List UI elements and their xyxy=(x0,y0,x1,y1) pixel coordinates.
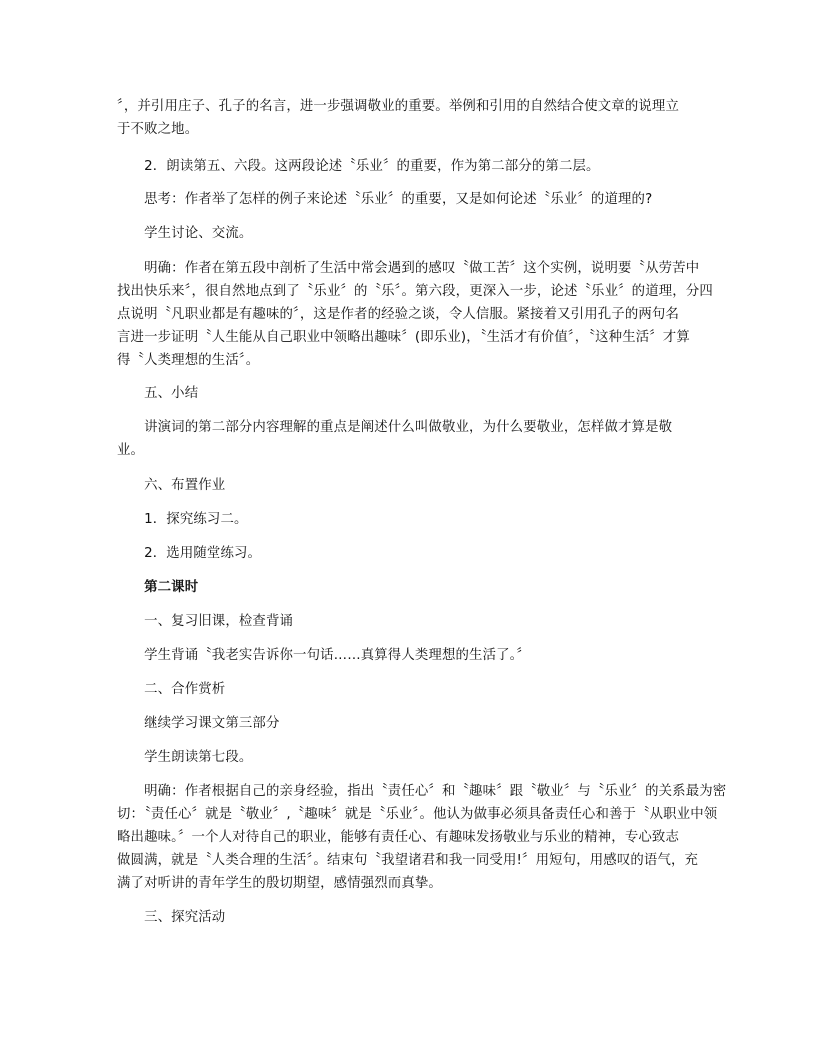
paragraph-student-discussion xyxy=(117,222,697,245)
text-line: 继续学习课文第三部分 xyxy=(117,716,280,731)
text-line: 学生讨论、交流。 xyxy=(117,226,253,241)
text-line: 学生背诵〝我老实告诉你一句话……真算得人类理想的生活了。〞 xyxy=(117,648,531,663)
text-line: 六、布置作业 xyxy=(117,478,226,493)
text-line: 于不败之地。 xyxy=(117,122,199,137)
text-line: 做圆满，就是〝人类合理的生活〞。结束句〝我望诸君和我一同受用!〞用短句，用感叹的语气，充 xyxy=(117,853,699,868)
text-line: 讲演词的第二部分内容理解的重点是阐述什么叫做敬业，为什么要敬业，怎样做才算是敬 xyxy=(117,420,673,435)
paragraph-thinking-question xyxy=(117,188,697,211)
text-line: 言进一步证明〝人生能从自己职业中领略出趣味〞(即乐业)，〝生活才有价值〞，〝这种生活〞才算 xyxy=(117,330,690,345)
homework-item-1 xyxy=(117,508,697,531)
text-line: 2．朗读第五、六段。这两段论述〝乐业〞的重要，作为第二部分的第二层。 xyxy=(117,159,600,174)
paragraph-conclusion-of-first-part xyxy=(117,95,697,141)
text-line: 明确：作者根据自己的亲身经验，指出〝责任心〞和〝趣味〞跟〝敬业〞与〝乐业〞的关系最为密 xyxy=(117,784,727,799)
text-line: 2．选用随堂练习。 xyxy=(117,546,262,561)
text-line: 业。 xyxy=(117,443,145,458)
text-line: 一、复习旧课，检查背诵 xyxy=(117,614,294,629)
section-heading-exploration xyxy=(117,906,697,929)
section-heading-homework xyxy=(117,474,697,497)
text-line: 五、小结 xyxy=(117,386,199,401)
paragraph-read-paragraph-seven xyxy=(117,746,697,769)
text-line: 学生朗读第七段。 xyxy=(117,750,253,765)
text-line: 找出快乐来〞，很自然地点到了〝乐业〞的〝乐〞。第六段，更深入一步，论述〝乐业〞的道理，分四 xyxy=(117,284,713,299)
paragraph-clarification-paragraph-7 xyxy=(117,780,727,895)
text-line: 得〝人类理想的生活〞。 xyxy=(117,353,260,368)
text-line: 点说明〝凡职业都是有趣味的〞，这是作者的经验之谈，令人信服。紧接着又引用孔子的两句名 xyxy=(117,307,680,322)
lesson-heading-second-period xyxy=(117,576,697,599)
section-heading-summary xyxy=(117,382,697,405)
homework-item-2 xyxy=(117,542,697,565)
text-line: 思考：作者举了怎样的例子来论述〝乐业〞的重要，又是如何论述〝乐业〞的道理的? xyxy=(117,192,653,207)
paragraph-clarification-paragraphs-5-6 xyxy=(117,257,713,372)
paragraph-continue-part-three xyxy=(117,712,697,735)
text-line: 1．探究练习二。 xyxy=(117,512,248,527)
text-line: 切：〝责任心〞就是〝敬业〞,〝趣味〞就是〝乐业〞。他认为做事必须具备责任心和善于〝从职业中领 xyxy=(117,807,718,822)
text-line: 明确：作者在第五段中剖析了生活中常会遇到的感叹〝做工苦〞这个实例，说明要〝从劳苦中 xyxy=(117,261,700,276)
paragraph-summary-text xyxy=(117,416,697,462)
paragraph-read-aloud-step-2 xyxy=(117,155,697,178)
text-line: 第二课时 xyxy=(117,580,199,595)
text-line: 略出趣味。〞一个人对待自己的职业，能够有责任心、有趣味发扬敬业与乐业的精神，专心致志 xyxy=(117,830,680,845)
text-line: 二、合作赏析 xyxy=(117,682,226,697)
section-heading-review xyxy=(117,610,697,633)
text-line: 三、探究活动 xyxy=(117,910,226,925)
paragraph-student-recitation xyxy=(117,644,697,667)
section-heading-cooperative-appreciation xyxy=(117,678,697,701)
text-line: 〞，并引用庄子、孔子的名言，进一步强调敬业的重要。举例和引用的自然结合使文章的说理立 xyxy=(117,99,680,114)
text-line: 满了对听讲的青年学生的殷切期望，感情强烈而真挚。 xyxy=(117,876,442,891)
